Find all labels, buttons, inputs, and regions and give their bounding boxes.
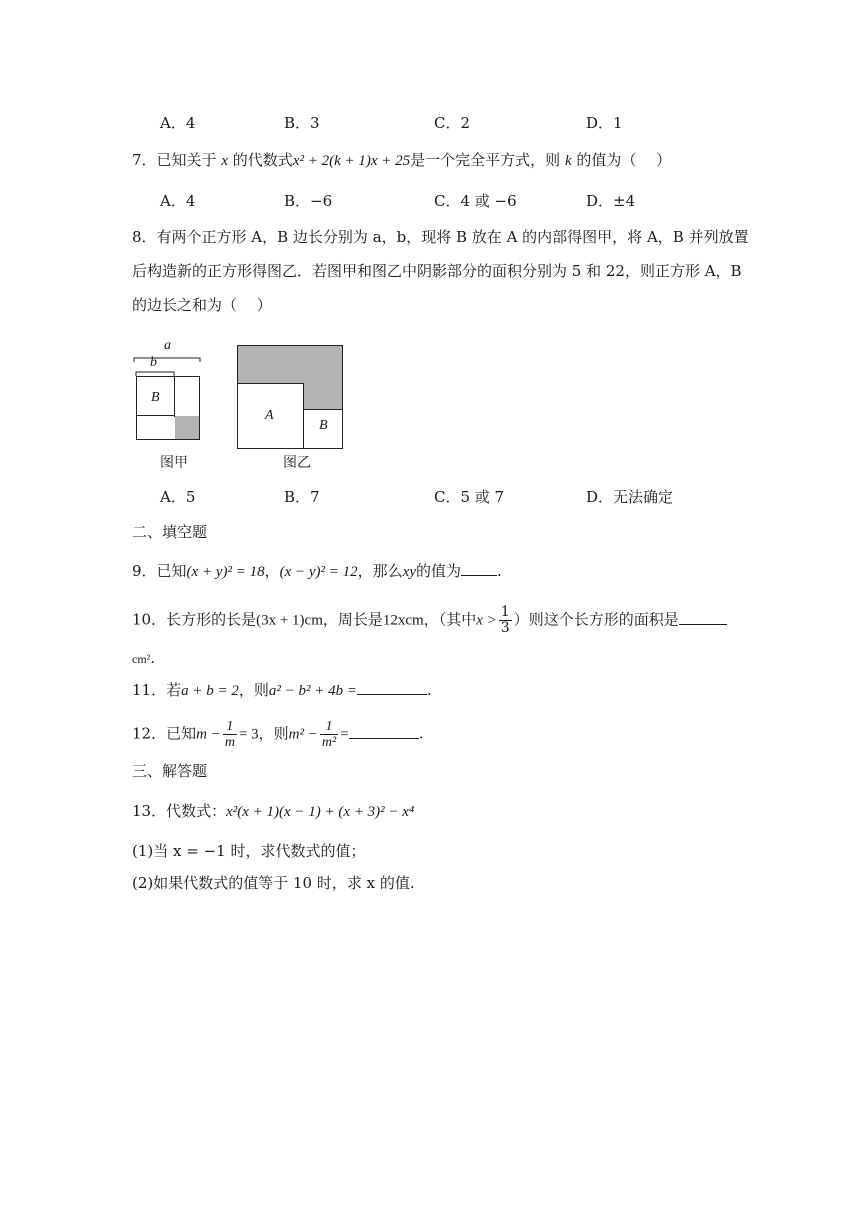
q9-expr-3: xy: [402, 564, 416, 580]
q11-answer-blank[interactable]: [357, 680, 427, 695]
q12-frac1-den: m: [224, 735, 235, 750]
label-B-yi: B: [319, 418, 328, 433]
q12-answer-blank[interactable]: [349, 724, 419, 739]
label-B: B: [151, 390, 160, 405]
q12-frac1-num: 1: [223, 719, 237, 735]
shaded-region-jia: [175, 416, 199, 439]
q10-end: .: [150, 649, 156, 667]
q7-option-b: B．−6: [284, 192, 333, 210]
q9-text-c: 的值为: [416, 562, 462, 580]
q7-text-b: 的代数式: [232, 151, 293, 169]
q8-option-a: A．5: [160, 488, 196, 506]
q10-text-d: ）则这个长方形的面积是: [513, 610, 679, 629]
q12-expr-1b: = 3: [238, 726, 259, 743]
q10-text-a: 10．长方形的长是: [132, 610, 257, 629]
q12-frac2-den: m²: [321, 735, 337, 750]
q12-fraction-2: [320, 719, 338, 750]
q12-expr-1: m −: [196, 726, 221, 743]
q13-text-a: 13．代数式：: [132, 802, 227, 820]
q10-expr-3: x >: [476, 612, 497, 629]
label-A: A: [265, 408, 274, 423]
q9-separator: ，: [264, 562, 280, 580]
q7-text-c: 是一个完全平方式，则: [410, 151, 561, 169]
q8-line-2: 后构造新的正方形得图乙．若图甲和图乙中阴影部分的面积分别为 5 和 22，则正方形 A，B: [132, 262, 742, 280]
question-11: [132, 679, 432, 702]
q8-line-3: 的边长之和为（ ）: [132, 296, 272, 314]
q8-line-1: 8．有两个正方形 A，B 边长分别为 a，b，现将 B 放在 A 的内部得图甲，将 A，B 并列放置: [132, 228, 749, 246]
question-13: [132, 800, 414, 823]
q8-option-c: C．5 或 7: [434, 488, 505, 506]
q9-expr-2: (x − y)² = 12: [279, 564, 358, 580]
q10-text-c: ，（其中: [423, 610, 477, 629]
q12-end: .: [418, 724, 424, 743]
q9-expr-1: (x + y)² = 18: [186, 564, 265, 580]
q13-sub-2: (2)如果代数式的值等于 10 时，求 x 的值.: [132, 874, 415, 892]
q11-expr-1: a + b = 2: [181, 683, 239, 699]
q7-text-d: 的值为（ ）: [576, 151, 672, 169]
q10-answer-blank[interactable]: [679, 610, 727, 625]
q7-option-d: D．±4: [586, 192, 636, 210]
q6-option-c: C．2: [434, 114, 471, 132]
q10-fraction: [499, 605, 512, 636]
q8-option-d: D．无法确定: [586, 488, 674, 506]
q10-unit-line: [132, 647, 155, 670]
q12-frac2-num: 1: [320, 719, 338, 735]
section-fill-in-heading: 二、填空题: [132, 523, 208, 541]
q9-text-a: 9．已知: [132, 562, 187, 580]
q6-option-b: B．3: [284, 114, 320, 132]
q10-text-b: ，周长是: [322, 610, 383, 629]
figure-jia: [128, 338, 208, 474]
q12-fraction-1: [223, 719, 237, 750]
q12-text-b: ，则: [258, 724, 289, 743]
q6-option-d: D．1: [586, 114, 623, 132]
q12-expr-2: m² −: [288, 726, 318, 743]
section-answer-heading: 三、解答题: [132, 762, 208, 780]
q6-option-a: A．4: [160, 114, 196, 132]
q7-var-x: x: [221, 153, 229, 169]
q12-expr-2b: =: [340, 726, 349, 743]
q7-option-a: A．4: [160, 192, 196, 210]
q9-text-b: ，那么: [357, 562, 403, 580]
q11-end: .: [426, 681, 432, 699]
q9-end: .: [497, 562, 502, 580]
q8-option-b: B．7: [284, 488, 320, 506]
q10-frac-num: 1: [500, 604, 510, 620]
q10-expr-2: 12xcm: [382, 612, 424, 629]
question-7: [132, 149, 671, 172]
q13-sub-1: (1)当 x = −1 时，求代数式的值；: [132, 842, 366, 860]
figure-yi: [237, 345, 345, 475]
q7-expression: x² + 2(k + 1)x + 25: [292, 153, 411, 169]
q7-option-c: C．4 或 −6: [434, 192, 517, 210]
q11-text-a: 11．若: [132, 681, 182, 699]
label-a: a: [164, 338, 171, 353]
q7-text-a: 已知关于: [156, 151, 217, 169]
caption-jia: 图甲: [160, 455, 188, 471]
question-10: [132, 605, 727, 636]
question-9: [132, 560, 502, 583]
question-12: [132, 719, 423, 750]
caption-yi: 图乙: [283, 455, 311, 471]
q7-number: 7．: [132, 151, 157, 169]
q10-expr-1: (3x + 1)cm: [256, 612, 323, 629]
square-a-right-part: [174, 376, 200, 417]
q12-text-a: 12．已知: [132, 724, 197, 743]
label-b: b: [150, 355, 157, 370]
q7-var-k: k: [564, 153, 572, 169]
q10-frac-den: 3: [500, 620, 510, 636]
q9-answer-blank[interactable]: [461, 561, 497, 576]
q13-expression: x²(x + 1)(x − 1) + (x + 3)² − x⁴: [226, 804, 415, 820]
q10-unit: cm²: [132, 652, 151, 666]
q11-expr-2: a² − b² + 4b =: [268, 683, 357, 699]
q11-text-b: ，则: [238, 681, 269, 699]
